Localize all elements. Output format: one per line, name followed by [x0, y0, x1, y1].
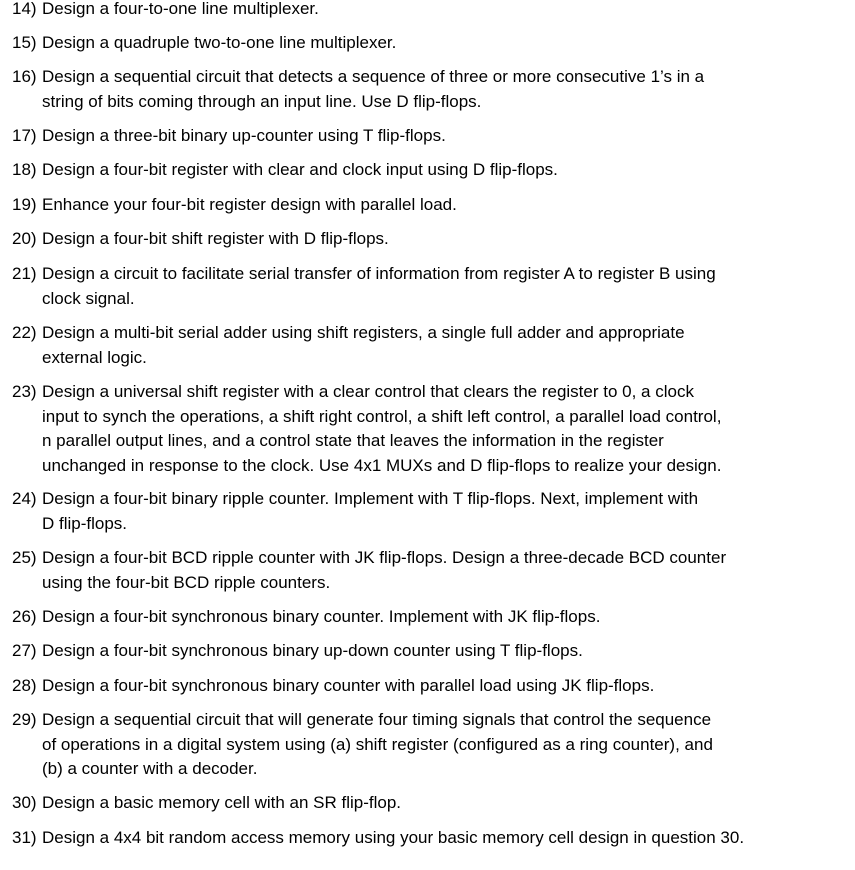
question-number: 27) [12, 641, 37, 660]
question-26 [12, 605, 812, 630]
question-text-line: Design a 4x4 bit random access memory using your basic memory cell design in question 30. [42, 828, 745, 847]
question-text-line: D flip-flops. [42, 513, 128, 533]
question-30 [12, 791, 812, 816]
question-text-line: Design a four-to-one line multiplexer. [42, 0, 319, 18]
question-text-line: Design a quadruple two-to-one line multiplexer. [42, 33, 397, 52]
question-number: 15) [12, 33, 37, 52]
question-28 [12, 674, 812, 699]
question-text-line: Design a four-bit BCD ripple counter with JK flip-flops. Design a three-decade BCD counter [42, 548, 727, 567]
question-number: 22) [12, 323, 37, 342]
question-text-line: Design a four-bit shift register with D flip-flops. [42, 229, 389, 248]
question-number: 16) [12, 67, 37, 86]
question-21 [12, 262, 812, 311]
question-number: 18) [12, 160, 37, 179]
question-text-line: Enhance your four-bit register design with parallel load. [42, 195, 457, 214]
question-number: 14) [12, 0, 37, 18]
question-text-line: Design a sequential circuit that will generate four timing signals that control the sequence [42, 710, 712, 729]
question-29 [12, 708, 812, 782]
question-text-line: unchanged in response to the clock. Use 4x1 MUXs and D flip-flops to realize your design. [42, 455, 722, 475]
question-number: 30) [12, 793, 37, 812]
question-14 [12, 0, 812, 22]
question-number: 24) [12, 489, 37, 508]
question-number: 19) [12, 195, 37, 214]
question-text-line: Design a universal shift register with a clear control that clears the register to 0, a clock [42, 382, 694, 401]
question-15 [12, 31, 812, 56]
question-24 [12, 487, 812, 536]
question-25 [12, 546, 812, 595]
question-17 [12, 124, 812, 149]
question-text-line: clock signal. [42, 288, 135, 308]
question-16 [12, 65, 812, 114]
question-text-line: Design a sequential circuit that detects a sequence of three or more consecutive 1’s in a [42, 67, 705, 86]
question-number: 21) [12, 264, 37, 283]
question-text-line: Design a four-bit synchronous binary counter with parallel load using JK flip-flops. [42, 676, 655, 695]
question-text-line: using the four-bit BCD ripple counters. [42, 572, 331, 592]
question-22 [12, 321, 812, 370]
question-text-line: Design a four-bit binary ripple counter. Implement with T flip-flops. Next, implement with [42, 489, 699, 508]
question-text-line: Design a four-bit register with clear and clock input using D flip-flops. [42, 160, 558, 179]
question-number: 26) [12, 607, 37, 626]
question-text-line: n parallel output lines, and a control state that leaves the information in the register [42, 431, 664, 450]
question-text-line: Design a basic memory cell with an SR flip-flop. [42, 793, 402, 812]
question-text-line: Design a circuit to facilitate serial transfer of information from register A to register B using [42, 264, 716, 283]
question-19 [12, 193, 812, 218]
question-number: 20) [12, 229, 37, 248]
question-text-line: external logic. [42, 347, 147, 367]
question-20 [12, 227, 812, 252]
question-text-line: string of bits coming through an input line. Use D flip-flops. [42, 91, 482, 111]
question-text-line: Design a four-bit synchronous binary up-down counter using T flip-flops. [42, 641, 583, 660]
question-number: 31) [12, 828, 37, 847]
question-27 [12, 639, 812, 664]
question-text-line: Design a three-bit binary up-counter using T flip-flops. [42, 126, 446, 145]
question-23 [12, 380, 812, 478]
question-text-line: (b) a counter with a decoder. [42, 759, 258, 778]
question-31 [12, 826, 812, 851]
question-text-line: of operations in a digital system using (a) shift register (configured as a ring counter), and [42, 734, 713, 754]
question-number: 17) [12, 126, 37, 145]
question-number: 29) [12, 710, 37, 729]
question-text-line: Design a multi-bit serial adder using shift registers, a single full adder and appropriate [42, 323, 685, 342]
question-text-line: input to synch the operations, a shift right control, a shift left control, a parallel load control, [42, 406, 722, 426]
question-text-line: Design a four-bit synchronous binary counter. Implement with JK flip-flops. [42, 607, 601, 626]
question-number: 28) [12, 676, 37, 695]
question-number: 25) [12, 548, 37, 567]
question-18 [12, 158, 812, 183]
question-number: 23) [12, 382, 37, 401]
